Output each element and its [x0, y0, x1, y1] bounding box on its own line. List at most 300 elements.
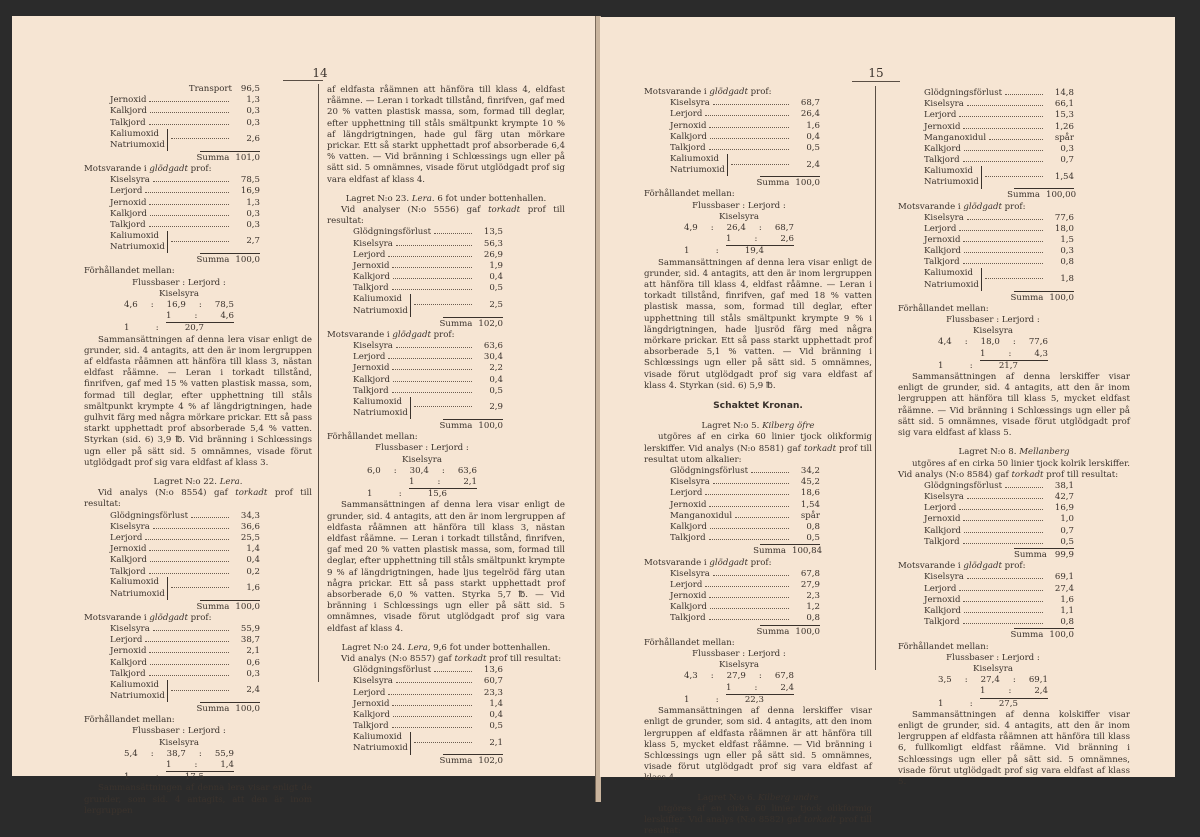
component-value: 34,3 [240, 510, 260, 521]
intro-prefix: utgöres af en cirka 60 linier tjock olikformig lerskiffer. Vid analys (N:o 8581) gaf [644, 432, 872, 454]
dot-leader [735, 517, 789, 518]
ratio-row [938, 361, 1048, 372]
component-name: Kaliumoxid [924, 268, 973, 279]
layer-title [644, 421, 872, 432]
component-name: Lerjord [670, 579, 703, 590]
table-row [353, 710, 503, 721]
ratio-value: : [754, 234, 758, 245]
table-row [670, 522, 820, 533]
ratio-table [684, 201, 794, 258]
component-value: 78,5 [240, 175, 260, 186]
ratio-block [644, 638, 872, 706]
layer-number: Lagret N:o 23. [345, 193, 410, 204]
ratio-value: 4,3 [1034, 348, 1048, 359]
ratio-value: 77,6 [1028, 337, 1048, 348]
component-value: 69,1 [1054, 572, 1074, 583]
component-value: 16,9 [1054, 503, 1074, 514]
pair-names [924, 166, 982, 188]
component-name: Talkjord [924, 536, 960, 547]
ratio-value: 18,0 [980, 337, 1000, 348]
table-row-pair [110, 578, 260, 600]
dot-leader [396, 245, 472, 246]
table-row [670, 591, 820, 602]
pair-names [110, 129, 168, 151]
table-row [110, 555, 260, 566]
ratio-row [124, 323, 234, 334]
dot-leader [191, 517, 229, 518]
spacer [898, 439, 1130, 447]
sum-label: Summa [1010, 630, 1044, 641]
ratio-block [898, 304, 1130, 372]
component-name: Jernoxid [353, 698, 390, 709]
header-rule-left [283, 80, 323, 81]
table-row [353, 261, 503, 272]
dot-leader [705, 494, 789, 495]
ratio-block [84, 266, 312, 334]
component-name: Kiselsyra [353, 340, 393, 351]
component-name: Kaliumoxid [353, 294, 402, 305]
component-value: 0,3 [246, 117, 260, 128]
sum-label: Summa [196, 255, 230, 266]
component-name: Jernoxid [110, 646, 147, 657]
component-name: Kalkjord [670, 602, 707, 613]
dot-leader [959, 509, 1043, 510]
table-row [924, 122, 1074, 133]
component-value: 63,6 [483, 340, 503, 351]
block-title [327, 330, 565, 341]
table-row [670, 477, 820, 488]
component-name: Natriumoxid [110, 242, 165, 253]
dot-leader [713, 104, 789, 105]
ratio-value: 1 [409, 476, 415, 487]
sum-label: Summa [439, 318, 473, 329]
ratio-value: 27,9 [726, 671, 746, 682]
ratio-row [409, 477, 477, 489]
dot-leader [153, 630, 229, 631]
table-row [353, 386, 503, 397]
dot-leader [414, 742, 472, 743]
sum-row [1010, 291, 1074, 304]
component-name: Jernoxid [670, 120, 707, 131]
component-value: 0,3 [246, 668, 260, 679]
dot-leader [388, 358, 472, 359]
component-value: 1,5 [1060, 235, 1074, 246]
ratio-row [367, 489, 477, 500]
dot-leader [393, 381, 472, 382]
dot-leader [434, 671, 472, 672]
component-name: Talkjord [353, 721, 389, 732]
component-name: Kalkjord [110, 208, 147, 219]
table-row [353, 699, 503, 710]
dot-leader [964, 252, 1043, 253]
paragraph: Sammansättningen af denna kolskiffer visar enligt de grunder, sid. 4 antagits, att den är inom lergruppen af eldfasta råämnen att hänföra till klass 6, fullkomligt eldfast råämne. Vid bränning i Schlœssings ugn eller på sätt sid. 5 omnämnes, visade förut utglödgadt prof sig vara eldfast af klass 5. [898, 709, 1130, 788]
ratio-value: 69,1 [1028, 675, 1048, 686]
ratio-value: 5,4 [124, 748, 138, 759]
dot-leader [967, 105, 1043, 106]
intro-suffix: prof till resultat: [327, 205, 565, 227]
component-name: Natriumoxid [353, 743, 408, 754]
ratio-row [980, 686, 1048, 698]
ratio-table [124, 278, 234, 335]
analysis-block [644, 466, 872, 558]
component-name: Jernoxid [353, 261, 390, 271]
dot-leader [709, 597, 789, 598]
dot-leader [709, 127, 789, 128]
dot-leader [392, 392, 472, 393]
component-value: 36,6 [240, 521, 260, 532]
ratio-value: : [969, 698, 973, 709]
layer-intro [84, 488, 312, 510]
table-row [670, 569, 820, 580]
ratio-value: 1 [166, 311, 172, 322]
component-value: 0,2 [246, 566, 260, 577]
sum-row [756, 625, 820, 638]
ratio-label: Förhållandet mellan: [84, 715, 175, 726]
dot-leader [713, 483, 789, 484]
pair-names [670, 154, 728, 176]
ratio-row [124, 300, 234, 311]
component-name: Talkjord [670, 142, 706, 153]
ratio-value: : [710, 671, 714, 682]
component-name: Kaliumoxid [110, 679, 159, 690]
component-name: Kalkjord [353, 374, 390, 385]
component-value: 1,6 [1060, 594, 1074, 605]
component-name: Natriumoxid [110, 588, 165, 599]
component-name: Kalkjord [110, 657, 147, 668]
component-name: Lerjord [110, 532, 143, 543]
analysis-block [644, 87, 872, 189]
component-value: 1,54 [800, 499, 820, 510]
component-name: Kaliumoxid [110, 128, 159, 139]
ratio-value: 67,8 [774, 671, 794, 682]
component-value: 1,9 [489, 261, 503, 271]
title-italic: glödgadt [149, 163, 188, 174]
spacer [327, 186, 565, 194]
component-name: Talkjord [353, 385, 389, 396]
layer-title [327, 194, 565, 205]
title-prefix: Motsvarande i [84, 612, 147, 623]
dot-leader [149, 550, 229, 551]
sum-row [196, 600, 260, 613]
dot-leader [967, 498, 1043, 499]
block-title [898, 561, 1130, 572]
title-italic: glödgadt [709, 87, 748, 97]
component-value: 13,6 [483, 665, 503, 676]
ratio-value: 1 [938, 360, 944, 371]
component-name: Kiselsyra [353, 238, 393, 249]
table-row [670, 580, 820, 591]
component-name: Glödgningsförlust [670, 466, 749, 477]
component-name: Lerjord [353, 352, 386, 363]
component-value: 1,6 [246, 583, 260, 594]
table-row [924, 595, 1074, 606]
dot-leader [963, 601, 1043, 602]
component-name: Kalkjord [924, 246, 961, 257]
column-rule-right [875, 86, 876, 670]
table-row [353, 352, 503, 363]
table-row-pair [924, 269, 1074, 291]
ratio-row [726, 234, 794, 246]
ratio-value: 1 [166, 760, 172, 771]
component-name: Kiselsyra [670, 477, 710, 488]
component-name: Talkjord [110, 668, 146, 679]
section-heading: Schaktet Kronan. [713, 400, 803, 411]
ratio-value: : [393, 465, 397, 476]
sum-row [1014, 548, 1074, 561]
component-name: Talkjord [110, 566, 146, 577]
layer-number: Lagret N:o 8. [958, 447, 1017, 458]
dot-leader [713, 575, 789, 576]
title-prefix: Motsvarande i [327, 329, 390, 340]
component-name: Kiselsyra [110, 175, 150, 186]
component-value: 16,9 [240, 186, 260, 197]
dot-leader [388, 694, 472, 695]
table-row-pair [670, 154, 820, 176]
title-prefix: Motsvarande i [644, 87, 707, 97]
intro-italic: torkadt [804, 443, 837, 454]
analysis-table [670, 98, 820, 189]
component-value: 2,7 [246, 236, 260, 247]
dot-leader [963, 623, 1043, 624]
table-row [110, 220, 260, 231]
component-name: Kalkjord [670, 521, 707, 532]
ratio-heading: Flussbaser : Lerjord : Kiselsyra [692, 200, 786, 222]
ratio-value: 1 [726, 682, 732, 693]
intro-suffix: prof till resultat: [489, 653, 562, 664]
dot-leader [149, 652, 229, 653]
layer-name: Lera, [407, 642, 431, 653]
dot-leader [710, 608, 789, 609]
table-row [110, 544, 260, 555]
ratio-value: 27,5 [998, 698, 1018, 709]
ratio-value: 2,4 [1034, 686, 1048, 697]
dot-leader [392, 727, 472, 728]
dot-leader [751, 472, 789, 473]
ratio-value: : [441, 465, 445, 476]
table-row [924, 514, 1074, 525]
ratio-block [327, 432, 565, 500]
dot-leader [149, 101, 229, 102]
table-row [924, 481, 1074, 492]
component-name: Kiselsyra [670, 568, 710, 579]
table-row [353, 688, 503, 699]
title-suffix: prof: [190, 163, 212, 174]
ratio-value: : [398, 489, 402, 500]
component-value: 0,8 [1060, 257, 1074, 268]
ratio-value: 1 [726, 234, 732, 245]
component-value: 2,1 [489, 737, 503, 748]
component-value: 0,7 [1060, 155, 1074, 166]
table-row [924, 133, 1074, 144]
table-row [110, 95, 260, 106]
component-name: Glödgningsförlust [110, 510, 189, 521]
analysis-block [327, 227, 565, 329]
page-number-right: 15 [868, 66, 884, 80]
component-value: 30,4 [483, 352, 503, 363]
component-value: 0,5 [806, 142, 820, 153]
intro-italic: torkadt [488, 205, 521, 216]
component-name: Talkjord [110, 219, 146, 230]
ratio-value: : [198, 299, 202, 310]
ratio-value: 15,6 [427, 489, 447, 500]
component-name: Kalkjord [924, 525, 961, 536]
spacer [644, 413, 872, 421]
layer-name: Mellanberg [1019, 447, 1070, 458]
layer-depth: 6 fot under bottenhallen. [437, 193, 547, 204]
component-value: 2,4 [246, 685, 260, 696]
ratio-value: 30,4 [409, 465, 429, 476]
ratio-row [166, 311, 234, 323]
ratio-label: Förhållandet mellan: [644, 189, 735, 200]
ratio-value: 19,4 [744, 246, 764, 257]
component-value: 1,6 [806, 120, 820, 131]
component-value: 0,4 [806, 131, 820, 142]
title-italic: glödgadt [392, 329, 431, 340]
ratio-value: : [964, 675, 968, 686]
component-name: Talkjord [670, 533, 706, 544]
spacer [327, 635, 565, 643]
component-name: Talkjord [670, 613, 706, 624]
table-row [353, 227, 503, 238]
ratio-row [938, 337, 1048, 348]
table-row [353, 363, 503, 374]
table-row [924, 526, 1074, 537]
table-row [110, 646, 260, 657]
dot-leader [149, 226, 229, 227]
component-name: Lerjord [353, 687, 386, 698]
analysis-block [84, 84, 312, 164]
table-row-pair [353, 295, 503, 317]
right-column-1 [644, 87, 872, 837]
transport-label: Transport [188, 84, 232, 94]
dot-leader [393, 716, 472, 717]
dot-leader [705, 115, 789, 116]
dot-leader [964, 150, 1043, 151]
column-rule-left [318, 84, 319, 682]
sum-row [196, 151, 260, 164]
paragraph: Sammansättningen af denna lera visar enligt de grunder, sid. 4 antagits, att den är inom lergruppen af eldfasta råämnen att hänföra till klass 3, nästan eldfast råämne. — Leran i torkadt tillstånd, finrifven, gaf med 15 % vatten plastisk massa, som, formad till deglar, efter upphettning till ståls smältpunkt krympte 4 % af längdrigtningen, hade gulhvit färg med några mörkare prickar. Ett så pass starkt upphettadt prof absorberade 5,4 % vatten. Styrkan (sid. 6) 3,9 ℔. Vid bränning i Schlœssings ugn eller på sätt sid. 5 omnämnes, visade förut utglödgadt prof sig vara eldfast af klass 3. [84, 334, 312, 468]
dot-leader [959, 590, 1043, 591]
ratio-value: 1 [684, 246, 690, 257]
dot-leader [964, 532, 1043, 533]
spacer [84, 469, 312, 477]
dot-leader [985, 278, 1043, 279]
left-column-1 [84, 84, 312, 817]
component-name: Kaliumoxid [353, 396, 402, 407]
dot-leader [709, 539, 789, 540]
ratio-value: : [1008, 686, 1012, 697]
component-name: Kalkjord [670, 131, 707, 142]
dot-leader [414, 406, 472, 407]
ratio-value: 27,4 [980, 675, 1000, 686]
sum-value: 100,0 [1049, 292, 1074, 303]
component-value: 1,26 [1054, 121, 1074, 132]
layer-number: Lagret N:o 24. [341, 642, 405, 653]
title-italic: glödgadt [149, 612, 188, 623]
component-value: 66,1 [1054, 99, 1074, 110]
dot-leader [149, 675, 229, 676]
component-value: 1,3 [246, 197, 260, 208]
title-prefix: Motsvarande i [84, 163, 147, 174]
dot-leader [709, 149, 789, 150]
dot-leader [145, 539, 229, 540]
sum-row [196, 253, 260, 266]
component-name: Kiselsyra [110, 521, 150, 532]
layer-intro [327, 654, 565, 665]
dot-leader [149, 204, 229, 205]
title-prefix: Motsvarande i [898, 561, 961, 572]
sum-value: 100,0 [1049, 630, 1074, 641]
sum-value: 102,0 [478, 756, 503, 767]
dot-leader [963, 543, 1043, 544]
component-value: 0,5 [489, 385, 503, 396]
sum-value: 100,84 [792, 546, 823, 557]
sum-label: Summa [753, 546, 786, 557]
dot-leader [985, 176, 1043, 177]
dot-leader [153, 181, 229, 182]
dot-leader [145, 641, 229, 642]
dot-leader [705, 586, 789, 587]
ratio-row [938, 675, 1048, 686]
block-title [644, 87, 872, 98]
component-value: 13,5 [483, 227, 503, 238]
ratio-row [124, 772, 234, 783]
intro-prefix: Vid analys (N:o 8554) gaf [98, 488, 228, 499]
sum-label: Summa [1014, 550, 1047, 561]
component-name: Kiselsyra [924, 492, 964, 503]
component-value: 1,54 [1054, 171, 1074, 182]
dot-leader [150, 215, 229, 216]
intro-prefix: Vid analys (N:o 8557) gaf [341, 653, 452, 664]
dot-leader [959, 116, 1043, 117]
component-value: 1,8 [1060, 274, 1074, 285]
component-value: 0,4 [489, 709, 503, 720]
ratio-value: : [155, 323, 159, 334]
dot-leader [967, 578, 1043, 579]
analysis-table [353, 341, 503, 432]
intro-italic: torkadt [804, 814, 837, 825]
table-row [670, 500, 820, 511]
component-value: 25,5 [240, 532, 260, 543]
table-row-pair [353, 732, 503, 754]
pair-names [353, 294, 411, 316]
dot-leader [414, 304, 472, 305]
ratio-block [84, 715, 312, 783]
component-name: Glödgningsförlust [353, 665, 432, 676]
component-value: 67,8 [800, 568, 820, 579]
sum-value: 100,0 [478, 420, 503, 431]
ratio-value: 4,3 [684, 671, 698, 682]
table-row [924, 584, 1074, 595]
dot-leader [150, 664, 229, 665]
layer-number: Lagret N:o 5. [701, 421, 760, 432]
component-value: 0,3 [246, 219, 260, 230]
component-name: Talkjord [924, 617, 960, 628]
table-row [110, 567, 260, 578]
table-row [924, 144, 1074, 155]
component-name: Kaliumoxid [110, 577, 159, 588]
layer-number: Lagret N:o 6. [697, 792, 756, 803]
sum-value: 100,0 [235, 255, 260, 266]
dot-leader [396, 347, 472, 348]
table-row [353, 283, 503, 294]
ratio-table [938, 653, 1048, 710]
table-row [924, 572, 1074, 583]
title-suffix: prof: [750, 557, 772, 568]
ratio-heading: Flussbaser : Lerjord : Kiselsyra [692, 649, 786, 671]
ratio-value: 1 [980, 686, 986, 697]
sum-value: 100,0 [235, 704, 260, 715]
